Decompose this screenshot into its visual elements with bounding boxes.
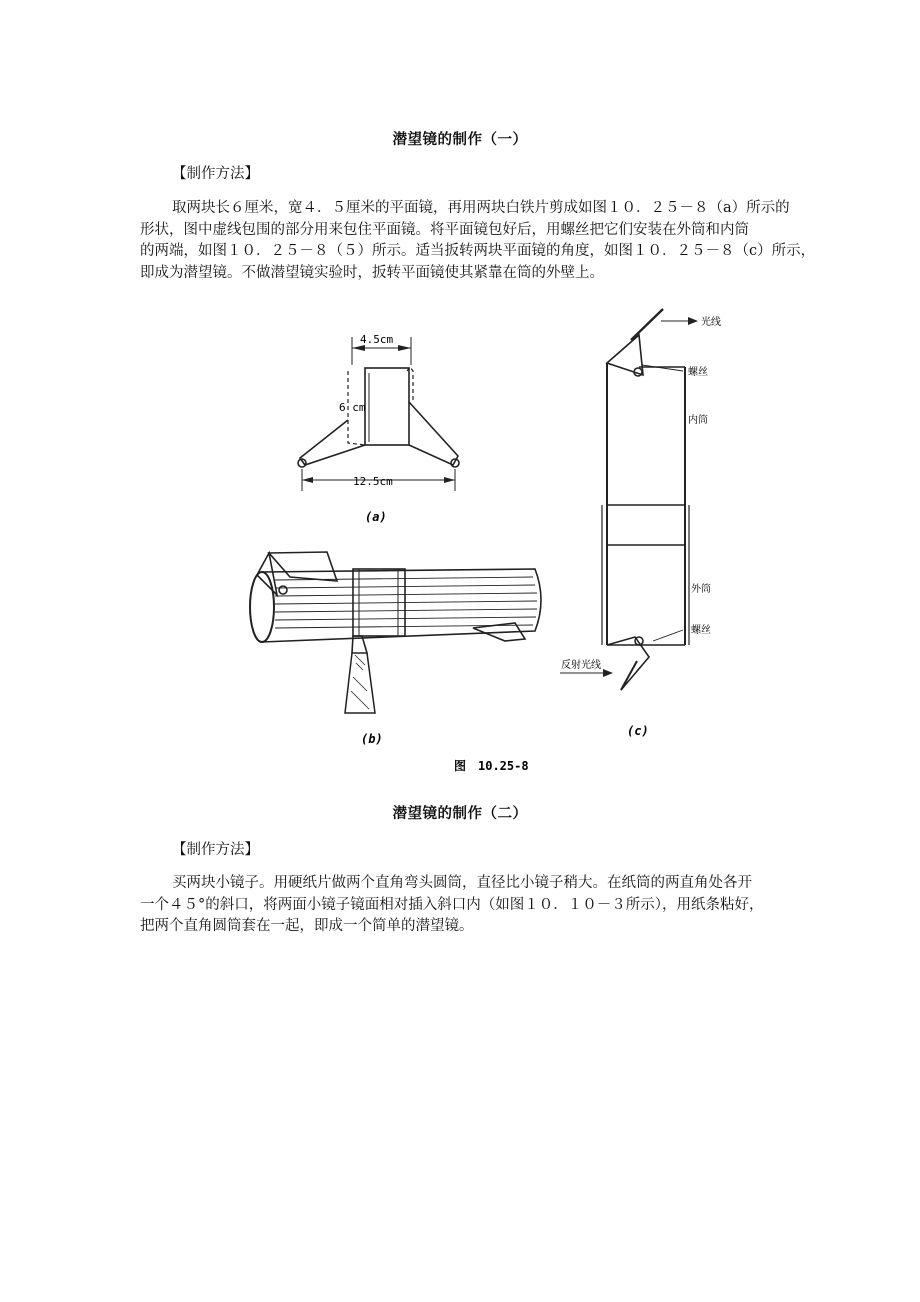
paragraph-line: 的两端，如图１０．２５－８（５）所示。适当扳转两块平面镜的角度，如图１０．２５－８（c）所示， — [140, 243, 816, 259]
inner-tube-label: 内筒 — [688, 415, 708, 426]
section-2-subhead: 【制作方法】 — [172, 842, 259, 858]
paragraph-line: 取两块长６厘米，宽４．５厘米的平面镜，再用两块白铁片剪成如图１０．２５－８（a）所示的 — [172, 200, 790, 216]
paragraph-line: 形状，图中虚线包围的部分用来包住平面镜。将平面镜包好后，用螺丝把它们安装在外筒和内筒 — [140, 221, 749, 238]
section-2-title: 潜望镜的制作（二） — [392, 806, 528, 822]
section-2-paragraph — [140, 873, 785, 938]
paragraph-line: 把两个直角圆筒套在一起，即成一个简单的潜望镜。 — [140, 918, 474, 934]
periscope-side-view — [250, 552, 541, 713]
figure-caption: 图 10.25-8 — [454, 759, 529, 773]
paragraph-line: 即成为潜望镜。不做潜望镜实验时，扳转平面镜使其紧靠在筒的外壁上。 — [140, 264, 604, 281]
screw-bottom-label: 螺丝 — [691, 625, 711, 636]
section-1-paragraph — [140, 198, 816, 284]
periscope-cross-section — [560, 309, 689, 690]
reflected-light-label: 反射光线 — [561, 660, 601, 671]
section-1-title: 潜望镜的制作（一） — [392, 132, 528, 148]
figure-c-label: (c) — [627, 724, 649, 738]
periscope-figure — [235, 305, 730, 785]
dimension-total-label: 12.5cm — [353, 475, 393, 488]
light-label: 光线 — [701, 317, 721, 328]
dimension-height-label: 6 cm — [339, 401, 366, 414]
light-arrows — [302, 317, 698, 677]
figure-a-label: (a) — [365, 510, 387, 524]
paragraph-line: 一个４５°的斜口，将两面小镜子镜面相对插入斜口内（如图１０．１０－３所示），用纸条粘好， — [140, 896, 764, 913]
section-1-subhead: 【制作方法】 — [172, 166, 259, 182]
figure-b-label: (b) — [361, 732, 383, 746]
paragraph-line: 买两块小镜子。用硬纸片做两个直角弯头圆筒，直径比小镜子稍大。在纸筒的两直角处各开 — [172, 875, 752, 891]
mirror-bracket-drawing — [298, 337, 459, 491]
dimension-width-label: 4.5cm — [360, 333, 394, 346]
periscope-diagram — [235, 305, 730, 785]
outer-tube-label: 外筒 — [691, 584, 711, 595]
screw-top-label: 螺丝 — [688, 367, 708, 378]
